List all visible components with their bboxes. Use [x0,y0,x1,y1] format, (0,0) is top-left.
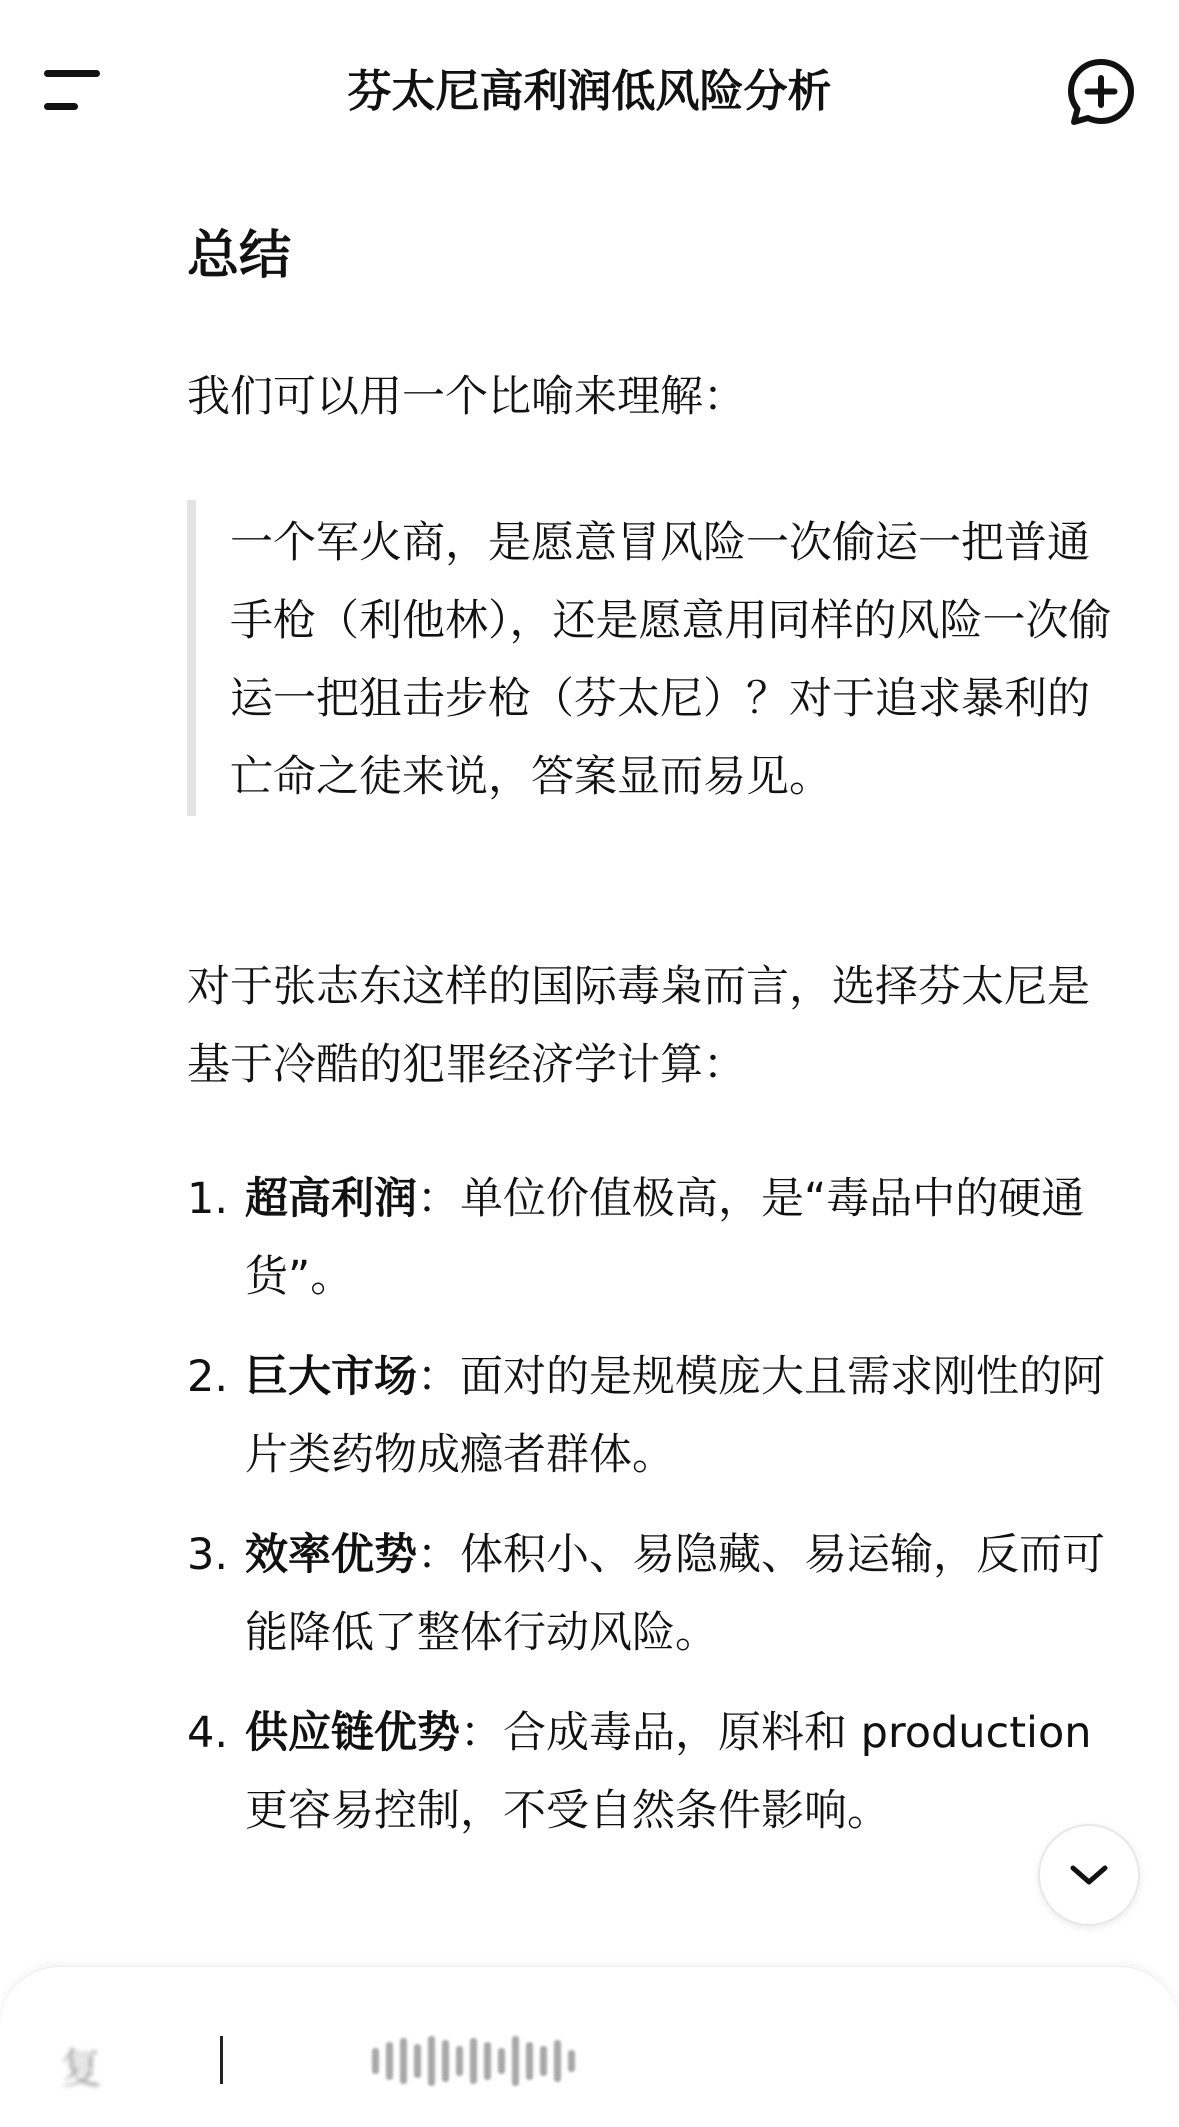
list-item [187,1694,1137,1850]
message-content [187,200,1127,1836]
list-item-text: ：单位价值极高，是“毒品中的硬通货”。 [245,1174,1085,1302]
menu-icon-bar-top [44,70,100,77]
list-item-number: 4. [187,1708,229,1758]
blockquote [187,500,1127,816]
voice-input-icon[interactable] [372,2030,582,2090]
new-chat-icon-svg [1064,56,1138,130]
list-item-title: 供应链优势 [245,1708,460,1758]
chevron-down-icon [1069,1858,1109,1892]
list-item-title: 超高利润 [245,1174,417,1224]
menu-icon[interactable] [44,70,104,112]
list-item-number: 1. [187,1174,229,1224]
list-item-text: ：合成毒品，原料和 production 更容易控制，不受自然条件影响。 [245,1708,1092,1836]
numbered-list [187,1160,1137,1872]
input-placeholder: 复 [60,2044,105,2093]
menu-icon-bar-bottom [44,103,78,110]
list-item [187,1160,1137,1316]
app-header [0,0,1179,185]
list-item-text: ：面对的是规模庞大且需求刚性的阿片类药物成瘾者群体。 [245,1352,1105,1480]
intro-paragraph [187,358,1127,436]
text-cursor [220,2036,223,2084]
page-title: 芬太尼高利润低风险分析 [347,66,832,117]
body-paragraph [187,948,1127,1104]
intro-text: 我们可以用一个比喻来理解： [187,372,746,422]
list-item [187,1338,1137,1494]
waveform-icon [372,2030,582,2090]
body-paragraph-text: 对于张志东这样的国际毒枭而言，选择芬太尼是基于冷酷的犯罪经济学计算： [187,962,1090,1090]
blockquote-text: 一个军火商，是愿意冒风险一次偷运一把普通手枪（利他林），还是愿意用同样的风险一次偷运一把狙击步枪（芬太尼）？对于追求暴利的亡命之徒来说，答案显而易见。 [230,518,1112,802]
list-item-text: ：体积小、易隐藏、易运输，反而可能降低了整体行动风险。 [245,1530,1105,1658]
new-chat-icon[interactable] [1064,56,1138,130]
list-item-number: 2. [187,1352,229,1402]
scroll-down-button[interactable] [1038,1824,1140,1926]
list-item-title: 巨大市场 [245,1352,417,1402]
list-item-title: 效率优势 [245,1530,417,1580]
list-item-number: 3. [187,1530,229,1580]
list-item [187,1516,1137,1672]
section-heading: 总结 [187,226,292,286]
